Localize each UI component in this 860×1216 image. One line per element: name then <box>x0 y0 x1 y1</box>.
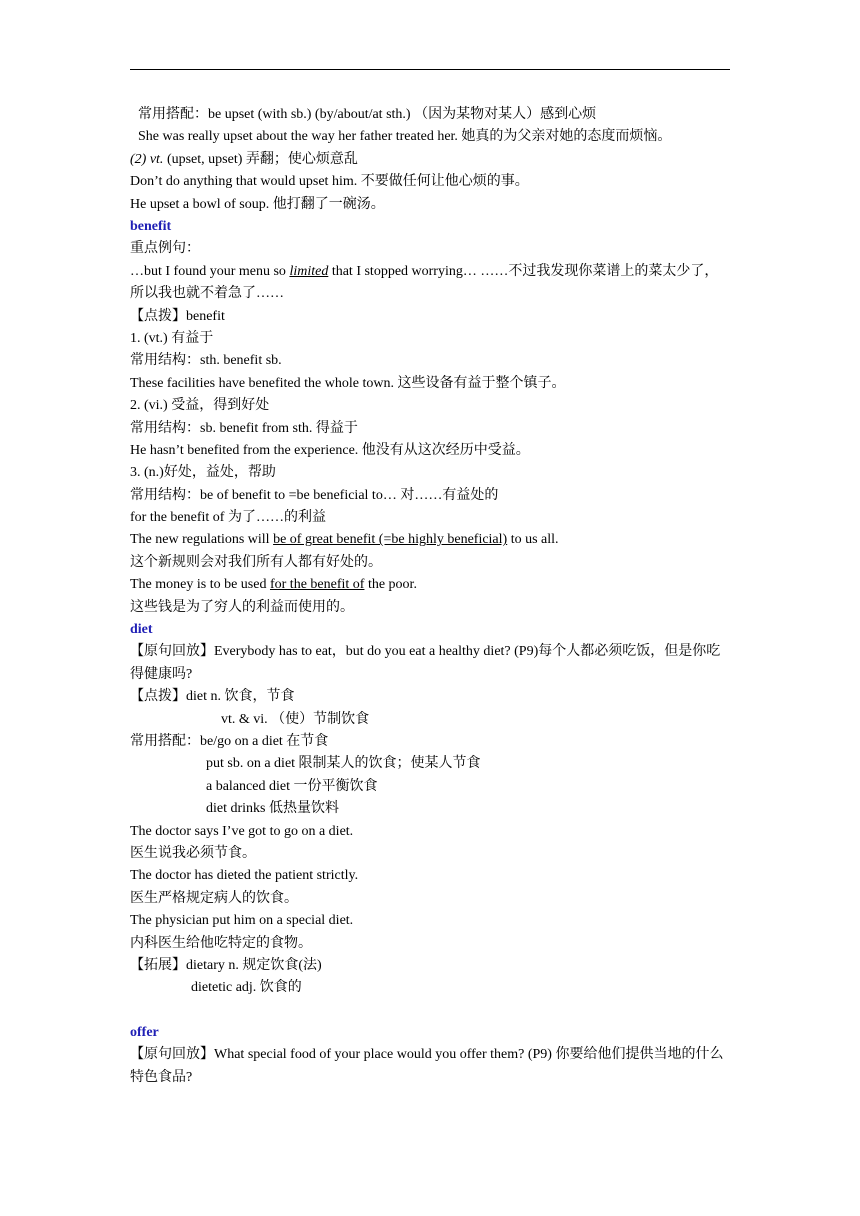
offer-original-sentence: 【原句回放】What special food of your place would you offer them? (P9) 你要给他们提供当地的什么特色食品? <box>130 1047 724 1085</box>
benefit-example-2-post: the poor. <box>364 577 417 593</box>
benefit-example-1-underlined: be of great benefit (=be highly beneficial) <box>273 532 508 548</box>
benefit-sense-2-example: He hasn’t benefited from the experience. 他没有从这次经历中受益。 <box>130 442 530 458</box>
benefit-example-2-pre: The money is to be used <box>130 577 270 593</box>
benefit-example-2-underlined: for the benefit of <box>269 577 365 593</box>
benefit-key-word: limited <box>289 263 329 279</box>
benefit-sense-2: 2. (vi.) 受益，得到好处 <box>130 398 270 414</box>
diet-example-2-translation: 医生严格规定病人的饮食。 <box>130 890 298 906</box>
diet-example-2: The doctor has dieted the patient strictly. <box>130 868 359 884</box>
document-body <box>130 104 731 1089</box>
benefit-key-pre: …but I found your menu so <box>130 263 290 279</box>
diet-extension-1: 【拓展】dietary n. 规定饮食(法) <box>130 957 322 973</box>
benefit-key-label: 重点例句： <box>130 241 200 257</box>
benefit-example-2-translation: 这些钱是为了穷人的利益而使用的。 <box>130 599 354 615</box>
diet-collocation-3: a balanced diet 一份平衡饮食 <box>206 778 378 794</box>
upset-sense-2 <box>130 149 731 171</box>
upset-sense-2-text: (upset, upset) 弄翻；使心烦意乱 <box>163 151 358 167</box>
diet-tip: 【点拨】diet n. 饮食，节食 <box>130 689 295 705</box>
benefit-example-1-translation: 这个新规则会对我们所有人都有好处的。 <box>130 554 382 570</box>
benefit-sense-1: 1. (vt.) 有益于 <box>130 330 214 346</box>
upset-example-1: She was really upset about the way her father treated her. 她真的为父亲对她的态度而烦恼。 <box>138 129 672 145</box>
benefit-example-1 <box>130 529 731 551</box>
benefit-sense-3-structure: 常用结构：be of benefit to =be beneficial to… 对……有益处的 <box>130 487 499 503</box>
diet-example-1: The doctor says I’ve got to go on a diet. <box>130 823 354 839</box>
benefit-example-2 <box>130 574 731 596</box>
diet-example-3: The physician put him on a special diet. <box>130 913 354 929</box>
diet-original-sentence: 【原句回放】Everybody has to eat，but do you eat a healthy diet? (P9)每个人都必须吃饭，但是你吃得健康吗? <box>130 644 721 682</box>
benefit-sense-1-structure: 常用结构：sth. benefit sb. <box>130 353 282 369</box>
benefit-tip: 【点拨】benefit <box>130 308 225 324</box>
heading-offer: offer <box>130 1025 159 1041</box>
upset-sense-2-number: (2) vt. <box>130 151 164 167</box>
benefit-key-sentence <box>130 261 731 306</box>
upset-example-3: He upset a bowl of soup. 他打翻了一碗汤。 <box>130 196 385 212</box>
blank-line <box>130 1000 731 1022</box>
diet-collocation-2: put sb. on a diet 限制某人的饮食；使某人节食 <box>206 756 481 772</box>
benefit-sense-3: 3. (n.)好处，益处，帮助 <box>130 465 276 481</box>
benefit-key-post: that I stopped worrying… ……不过我发现你菜谱上的菜太少了，所以我也就不着急了…… <box>130 263 719 302</box>
diet-extension-2: dietetic adj. 饮食的 <box>191 980 302 996</box>
diet-example-3-translation: 内科医生给他吃特定的食物。 <box>130 935 312 951</box>
diet-collocation-1: 常用搭配：be/go on a diet 在节食 <box>130 734 329 749</box>
heading-benefit: benefit <box>130 218 172 234</box>
header-rule <box>130 69 730 70</box>
benefit-sense-2-structure: 常用结构：sb. benefit from sth. 得益于 <box>130 420 358 436</box>
upset-example-2: Don’t do anything that would upset him. 不要做任何让他心烦的事。 <box>130 174 529 190</box>
diet-example-1-translation: 医生说我必须节食。 <box>130 845 256 861</box>
diet-collocation-4: diet drinks 低热量饮料 <box>206 801 339 817</box>
benefit-example-1-pre: The new regulations will <box>130 532 274 548</box>
benefit-sense-1-example: These facilities have benefited the whole town. 这些设备有益于整个镇子。 <box>130 375 566 391</box>
upset-collocation: 常用搭配：be upset (with sb.) (by/about/at sth.) （因为某物对某人）感到心烦 <box>138 107 597 122</box>
heading-diet: diet <box>130 622 153 638</box>
benefit-sense-3-structure-2: for the benefit of 为了……的利益 <box>130 510 326 526</box>
diet-tip-2: vt. & vi. （使）节制饮食 <box>221 711 370 727</box>
benefit-example-1-post: to us all. <box>507 532 559 548</box>
